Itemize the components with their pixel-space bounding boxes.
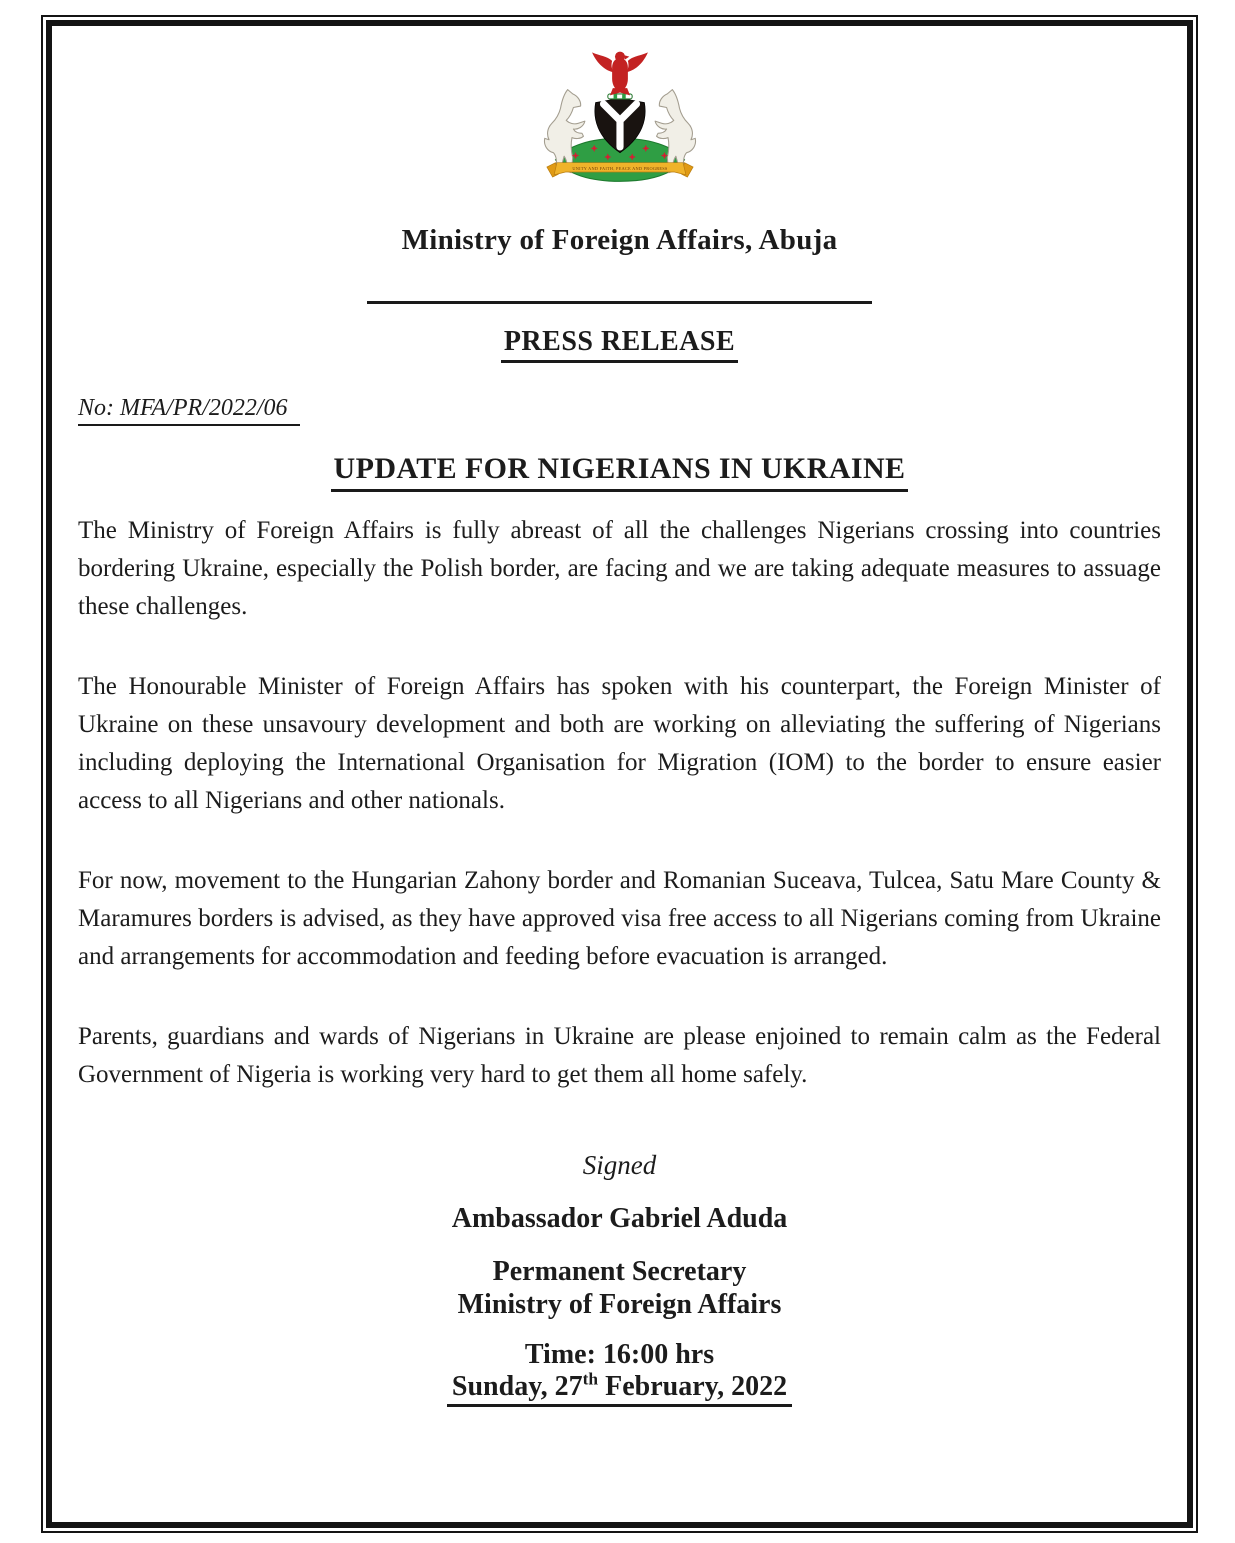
release-time: Time: 16:00 hrs	[524, 1339, 715, 1370]
nigeria-coat-of-arms-icon	[534, 48, 706, 200]
ministry-title: Ministry of Foreign Affairs, Abuja	[401, 224, 838, 256]
reference-number: No: MFA/PR/2022/06	[78, 395, 300, 426]
signatory-title-block	[78, 1255, 1161, 1321]
press-release-title: PRESS RELEASE	[501, 326, 738, 363]
release-date-day: Sunday, 27	[451, 1371, 583, 1402]
reference-row	[78, 395, 1161, 426]
body-paragraph-1: The Ministry of Foreign Affairs is fully abreast of all the challenges Nigerians crossing into countries bordering Ukraine, especially the Polish border, are facing and we are taking adequate measures to assuage these challenges.	[78, 517, 1161, 620]
signatory-role: Permanent Secretary	[492, 1256, 747, 1287]
headline: UPDATE FOR NIGERIANS IN UKRAINE	[331, 452, 909, 492]
press-release-row	[78, 304, 1161, 363]
page-border-inner	[46, 20, 1193, 1528]
headline-row	[78, 452, 1161, 492]
body-paragraph-4: Parents, guardians and wards of Nigerians in Ukraine are please enjoined to remain calm as the Federal Government of Nigeria is working very hard to get them all home safely.	[78, 1023, 1161, 1088]
body-paragraph-3: For now, movement to the Hungarian Zahony border and Romanian Suceava, Tulcea, Satu Mare County & Maramures borders is advised, as they have approved visa free access to all Nigerians coming from Ukraine and arrangements for accommodation and feeding before evacuation is arranged.	[78, 867, 1161, 970]
release-date-rest: February, 2022	[598, 1371, 788, 1402]
release-date-row	[78, 1371, 1161, 1407]
release-date-ordinal: th	[582, 1369, 599, 1389]
signatory-name: Ambassador Gabriel Aduda	[451, 1203, 788, 1234]
signed-label: Signed	[582, 1150, 657, 1180]
signatory-org: Ministry of Foreign Affairs	[457, 1289, 782, 1320]
body-paragraph-2: The Honourable Minister of Foreign Affairs has spoken with his counterpart, the Foreign Minister of Ukraine on these unsavoury development and both are working on alleviating the suffering of Nigerians including deploying the International Organisation for Migration (IOM) to the border to ensure easier access to all Nigerians and other nationals.	[78, 673, 1161, 814]
eagle	[592, 52, 648, 96]
motto-text: UNITY AND FAITH, PEACE AND PROGRESS	[571, 165, 668, 171]
page-border-outer	[41, 15, 1198, 1533]
release-date	[447, 1371, 792, 1407]
